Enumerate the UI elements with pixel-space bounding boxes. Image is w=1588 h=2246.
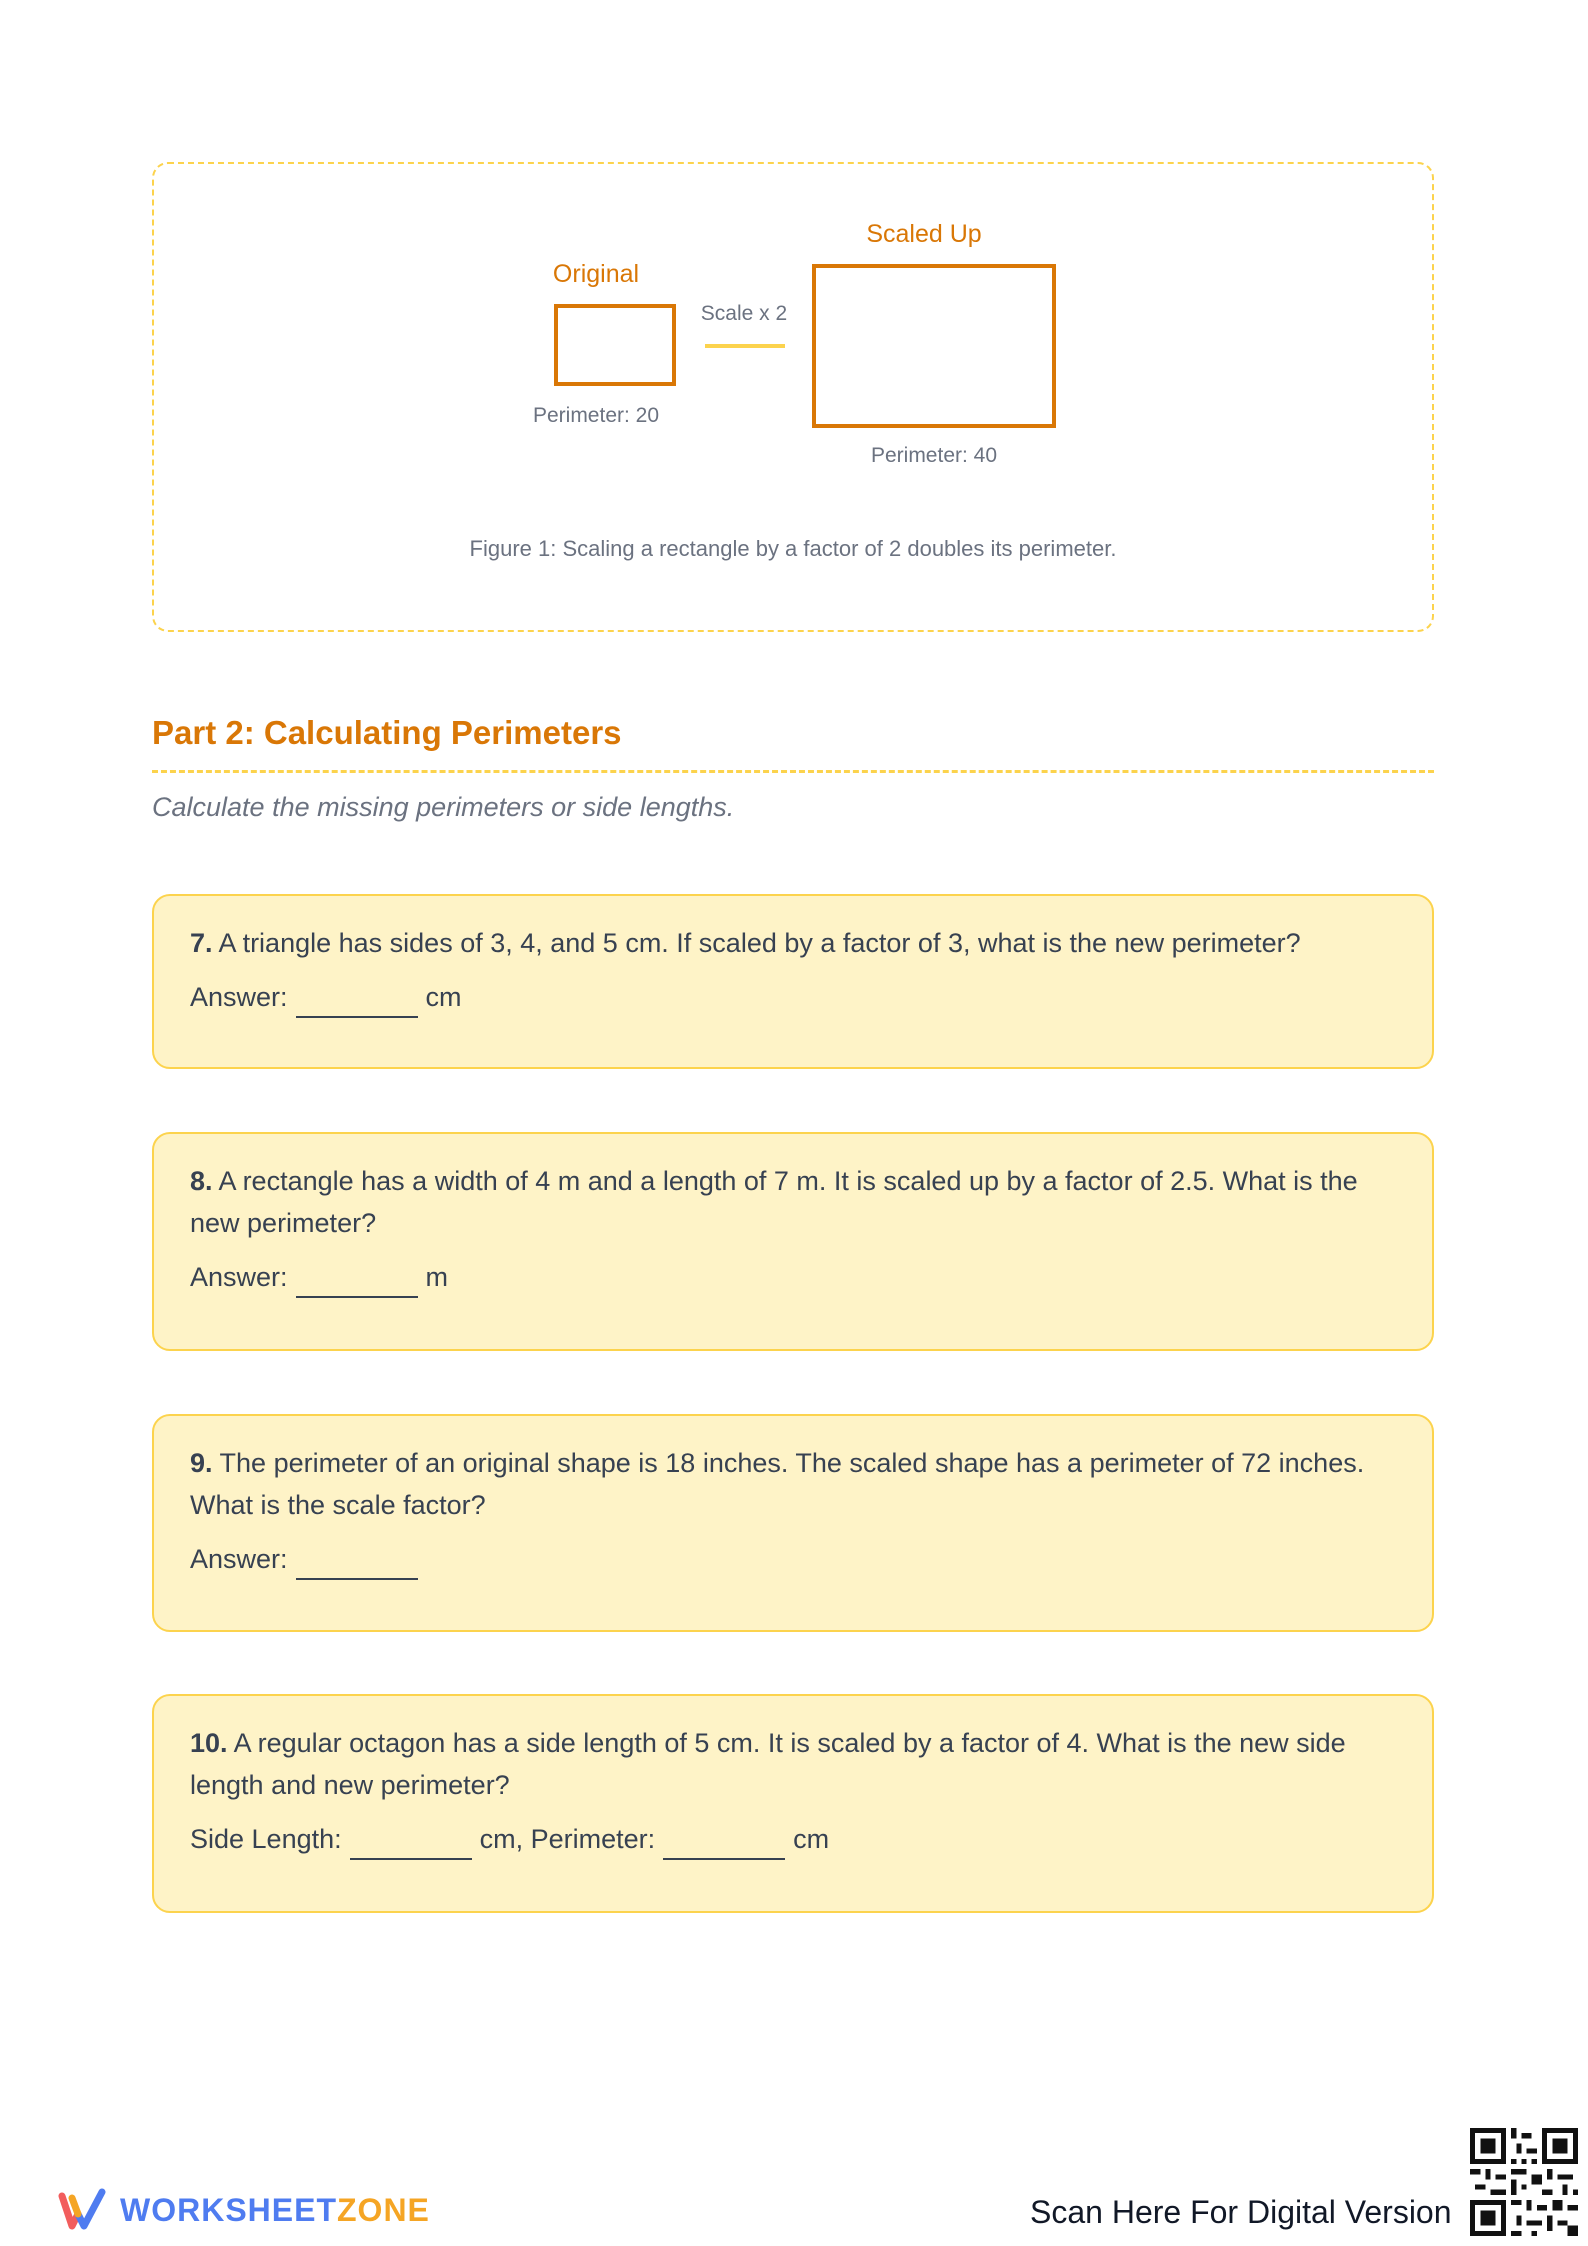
question-text — [190, 1442, 1396, 1526]
side-length-label: Side Length: — [190, 1824, 342, 1854]
answer-blank[interactable] — [296, 1264, 418, 1298]
question-number: 7. — [190, 928, 213, 958]
answer-label: Answer: — [190, 1544, 288, 1574]
scaled-rectangle — [812, 264, 1056, 428]
original-rectangle — [554, 304, 676, 386]
scaled-up-label: Scaled Up — [866, 220, 982, 248]
answer-unit: cm — [425, 982, 462, 1012]
section-instruction: Calculate the missing perimeters or side lengths. — [152, 792, 735, 822]
qr-code-icon[interactable] — [1470, 2128, 1578, 2236]
answer-row — [190, 1538, 1396, 1580]
answer-row — [190, 1818, 1396, 1860]
question-card-7 — [152, 894, 1434, 1069]
question-text — [190, 922, 1396, 964]
logo-word-worksheet: WORKSHEET — [120, 2191, 337, 2228]
answer-unit: m — [425, 1262, 449, 1292]
answer-label: Answer: — [190, 982, 288, 1012]
question-number: 10. — [190, 1728, 228, 1758]
logo-wordmark — [120, 2192, 430, 2229]
scale-label: Scale x 2 — [700, 302, 788, 325]
question-prompt: A triangle has sides of 3, 4, and 5 cm. If scaled by a factor of 3, what is the new perimeter? — [218, 928, 1301, 958]
question-prompt: The perimeter of an original shape is 18 inches. The scaled shape has a perimeter of 72 inches. What is the scale factor? — [190, 1448, 1365, 1520]
section-title: Part 2: Calculating Perimeters — [152, 714, 622, 751]
logo-word-zone: ZONE — [337, 2191, 430, 2228]
worksheetzone-logo[interactable] — [58, 2186, 430, 2234]
question-card-8 — [152, 1132, 1434, 1351]
scan-instruction: Scan Here For Digital Version — [1030, 2194, 1452, 2230]
figure-caption: Figure 1: Scaling a rectangle by a factor of 2 doubles its perimeter. — [469, 536, 1117, 561]
question-prompt: A regular octagon has a side length of 5 cm. It is scaled by a factor of 4. What is the new side length and new perimeter? — [190, 1728, 1346, 1800]
question-card-10 — [152, 1694, 1434, 1913]
figure-box — [152, 162, 1434, 632]
question-number: 9. — [190, 1448, 213, 1478]
question-number: 8. — [190, 1166, 213, 1196]
perimeter-unit: cm — [793, 1824, 830, 1854]
question-text — [190, 1722, 1396, 1806]
section-divider — [152, 770, 1434, 773]
answer-blank[interactable] — [296, 984, 418, 1018]
answer-label: Answer: — [190, 1262, 288, 1292]
perimeter-blank[interactable] — [663, 1826, 785, 1860]
question-text — [190, 1160, 1396, 1244]
original-label: Original — [552, 260, 640, 288]
answer-row — [190, 1256, 1396, 1298]
scaled-perimeter: Perimeter: 40 — [870, 444, 998, 467]
question-prompt: A rectangle has a width of 4 m and a length of 7 m. It is scaled up by a factor of 2.5. What is the new perimeter? — [190, 1166, 1358, 1238]
question-card-9 — [152, 1414, 1434, 1632]
answer-row — [190, 976, 1396, 1018]
worksheetzone-logo-icon — [58, 2186, 106, 2234]
side-length-blank[interactable] — [350, 1826, 472, 1860]
answer-blank[interactable] — [296, 1546, 418, 1580]
original-perimeter: Perimeter: 20 — [532, 404, 660, 427]
scale-connector-line — [705, 344, 785, 348]
side-unit-and-perimeter-label: cm, Perimeter: — [479, 1824, 656, 1854]
